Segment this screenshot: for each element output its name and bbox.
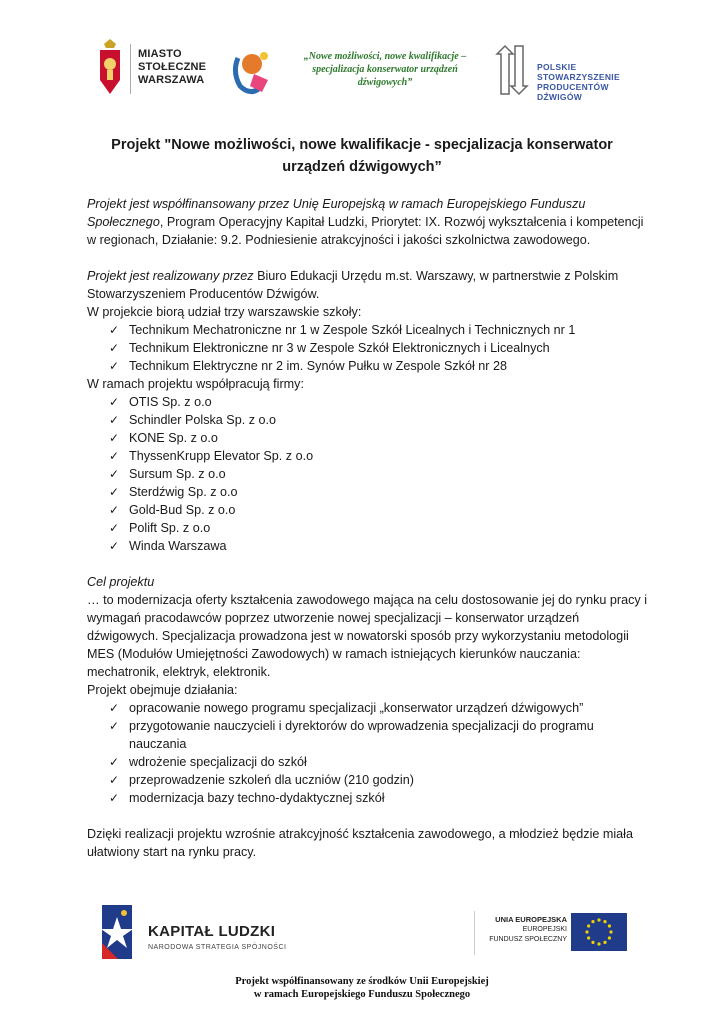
footer-logos: [0, 895, 724, 965]
checkmark-icon: ✓: [109, 791, 120, 805]
page-header: [0, 0, 724, 110]
logo-divider: [130, 44, 131, 94]
list-item: ✓ Schindler Polska Sp. z o.o: [109, 413, 277, 427]
checkmark-icon: ✓: [109, 773, 120, 787]
actions-intro: Projekt obejmuje działania:: [87, 683, 238, 697]
goal-paragraph: … to modernizacja oferty kształcenia zawodowego mająca na celu dostosowanie jej do rynku pracy i wymagań pracodawców poprzez utworzenie nowej specjalizacji – konserwator urządzeń dźwigowych. Specjalizacja prowadzona jest w nowatorski sposób przy wykorzystaniu metodologii MES (Modułów Umiejętności Zawodowych) w ramach istniejących kierunków nauczania: mechatronik, elektryk, elektronik.: [87, 593, 648, 679]
footer-note: Projekt współfinansowany ze środków Unii Europejskiej w ramach Europejskiego Funduszu Społecznego: [235, 976, 489, 1000]
list-item: ✓ Technikum Mechatroniczne nr 1 w Zespole Szkół Licealnych i Technicznych nr 1: [109, 323, 576, 337]
list-item: ✓ OTIS Sp. z o.o: [109, 395, 212, 409]
realized-paragraph: [87, 267, 647, 303]
list-item: ✓ przeprowadzenie szkoleń dla uczniów (210 godzin): [109, 773, 414, 787]
checkmark-icon: ✓: [109, 755, 120, 769]
elevator-arrows-icon: [495, 44, 529, 96]
intro-paragraph: [87, 195, 647, 249]
checkmark-icon: ✓: [109, 341, 120, 355]
eu-logo-text: UNIA EUROPEJSKA EUROPEJSKI FUNDUSZ SPOŁECZNY: [489, 915, 567, 943]
project-mascot-icon: [228, 46, 274, 98]
kapital-ludzki-logo: [98, 903, 298, 961]
list-item: ✓ Winda Warszawa: [109, 539, 227, 553]
psp-logo-text: POLSKIE STOWARZYSZENIE PRODUCENTÓW DŹWIGÓW: [537, 62, 620, 102]
actions-list: [87, 699, 647, 807]
intro-rest: , Program Operacyjny Kapitał Ludzki, Priorytet: IX. Rozwój wykształcenia i kompetencji w regionach, Działanie: 9.2. Podniesienie atrakcyjności i jakości szkolnictwa zawodowego.: [87, 215, 644, 247]
schools-intro: W projekcie biorą udział trzy warszawskie szkoły:: [87, 305, 362, 319]
list-item: ✓ modernizacja bazy techno-dydaktycznej szkół: [109, 791, 385, 805]
checkmark-icon: ✓: [109, 539, 120, 553]
eu-flag-icon: [571, 913, 627, 951]
header-tagline: „Nowe możliwości, nowe kwalifikacje – specjalizacja konserwator urządzeń dźwigowych”: [303, 51, 467, 88]
kapital-ludzki-star-icon: [98, 903, 136, 961]
eu-logo: [474, 911, 629, 955]
page-title: Projekt "Nowe możliwości, nowe kwalifikacje - specjalizacja konserwator urządzeń dźwigowych”: [111, 137, 613, 175]
closing-paragraph: Dzięki realizacji projektu wzrośnie atrakcyjność kształcenia zawodowego, a młodzież będzie miała ułatwiony start na rynku pracy.: [87, 827, 633, 859]
list-item: ✓ Polift Sp. z o.o: [109, 521, 211, 535]
checkmark-icon: ✓: [109, 413, 120, 427]
checkmark-icon: ✓: [109, 431, 120, 445]
list-item: ✓ Gold-Bud Sp. z o.o: [109, 503, 236, 517]
checkmark-icon: ✓: [109, 359, 120, 373]
realized-rest: Biuro Edukacji Urzędu m.st. Warszawy, w partnerstwie z Polskim Stowarzyszeniem Producentów Dźwigów.: [87, 269, 619, 301]
checkmark-icon: ✓: [109, 467, 120, 481]
kapital-ludzki-title: KAPITAŁ LUDZKI: [148, 923, 276, 940]
intro-italic: Projekt jest współfinansowany przez Unię Europejską w ramach Europejskiego Funduszu Społecznego: [87, 197, 586, 229]
firms-intro: W ramach projektu współpracują firmy:: [87, 377, 304, 391]
list-item: ✓ wdrożenie specjalizacji do szkół: [109, 755, 307, 769]
checkmark-icon: ✓: [109, 323, 120, 337]
kapital-ludzki-subtitle: NARODOWA STRATEGIA SPÓJNOŚCI: [148, 944, 287, 951]
warsaw-logo-text: MIASTO STOŁECZNE WARSZAWA: [138, 48, 207, 86]
list-item: ✓ Sterdźwig Sp. z o.o: [109, 485, 238, 499]
document-body: [87, 195, 647, 861]
list-item: ✓ Sursum Sp. z o.o: [109, 467, 226, 481]
list-item: ✓ opracowanie nowego programu specjalizacji „konserwator urządzeń dźwigowych”: [109, 701, 584, 715]
goal-heading: Cel projektu: [87, 575, 155, 589]
psp-logo: [495, 44, 645, 102]
list-item: ✓ przygotowanie nauczycieli i dyrektorów do wprowadzenia specjalizacji do programu nauczania: [109, 719, 594, 751]
list-item: ✓ KONE Sp. z o.o: [109, 431, 218, 445]
checkmark-icon: ✓: [109, 521, 120, 535]
realized-italic: Projekt jest realizowany przez: [87, 269, 254, 283]
list-item: ✓ Technikum Elektroniczne nr 3 w Zespole Szkół Elektronicznych i Licealnych: [109, 341, 550, 355]
checkmark-icon: ✓: [109, 503, 120, 517]
checkmark-icon: ✓: [109, 485, 120, 499]
list-item: ✓ ThyssenKrupp Elevator Sp. z o.o: [109, 449, 314, 463]
warsaw-logo: [90, 38, 220, 100]
checkmark-icon: ✓: [109, 719, 120, 733]
checkmark-icon: ✓: [109, 701, 120, 715]
checkmark-icon: ✓: [109, 395, 120, 409]
list-item: ✓ Technikum Elektryczne nr 2 im. Synów Pułku w Zespole Szkół nr 28: [109, 359, 507, 373]
schools-list: [87, 321, 647, 375]
firms-list: [87, 393, 647, 555]
checkmark-icon: ✓: [109, 449, 120, 463]
warsaw-crest-icon: [96, 38, 124, 98]
